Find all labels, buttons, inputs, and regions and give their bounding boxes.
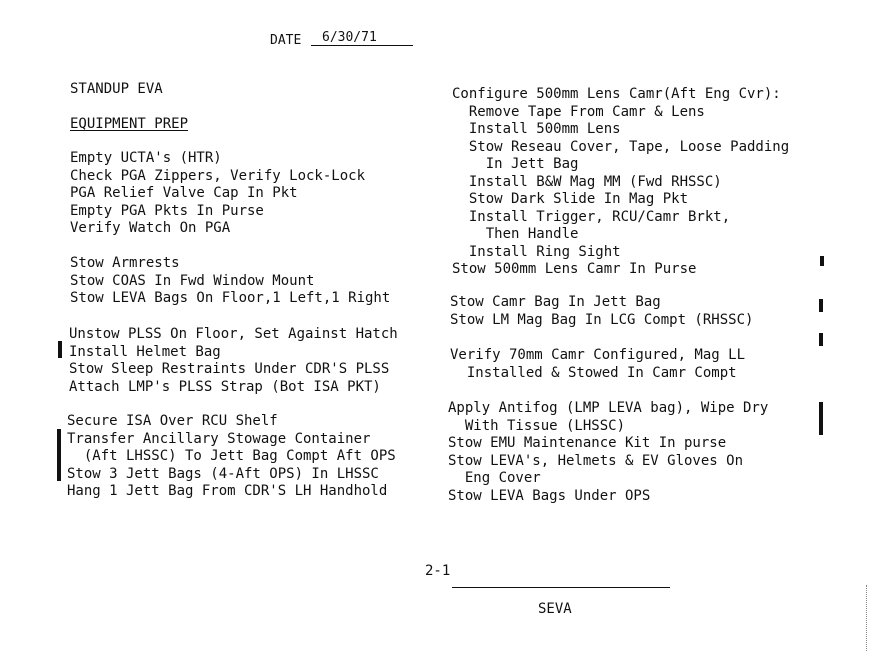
change-bar (819, 333, 823, 346)
list-item: Transfer Ancillary Stowage Container (67, 430, 371, 447)
list-item: Stow LEVA's, Helmets & EV Gloves On (448, 452, 744, 469)
date-underline (311, 45, 413, 46)
right-group-1 (452, 86, 789, 279)
subsection-block (70, 116, 188, 134)
change-bar (819, 402, 823, 435)
subsection-title: EQUIPMENT PREP (70, 116, 189, 132)
left-group-2 (70, 255, 390, 308)
list-item: Stow Sleep Restraints Under CDR'S PLSS (69, 361, 390, 377)
left-column (70, 81, 163, 99)
list-item: PGA Relief Valve Cap In Pkt (70, 185, 298, 201)
list-item: Hang 1 Jett Bag From CDR'S LH Handhold (67, 483, 388, 499)
list-item: Stow LM Mag Bag In LCG Compt (RHSSC) (450, 311, 754, 328)
date-value: 6/30/71 (322, 30, 377, 45)
list-item: Empty PGA Pkts In Purse (70, 202, 264, 219)
list-item: Verify Watch On PGA (70, 220, 231, 236)
footer-rule (452, 587, 670, 588)
left-group-1 (70, 150, 365, 238)
left-group-4 (67, 413, 396, 501)
list-item: Install Helmet Bag (69, 343, 221, 360)
list-item: Install B&W Mag MM (Fwd RHSSC) (452, 173, 722, 190)
list-item: Install 500mm Lens (452, 121, 621, 137)
right-group-2 (450, 294, 753, 329)
list-item: Verify 70mm Camr Configured, Mag LL (450, 347, 746, 363)
list-item: Attach LMP's PLSS Strap (Bot ISA PKT) (69, 378, 381, 395)
list-item: Stow Dark Slide In Mag Pkt (452, 191, 689, 207)
right-group-3 (450, 347, 745, 382)
list-item: Check PGA Zippers, Verify Lock-Lock (70, 167, 366, 184)
section-title: STANDUP EVA (70, 81, 163, 97)
list-item: Stow Armrests (70, 255, 180, 271)
change-bar (57, 429, 61, 481)
list-item: Stow LEVA Bags On Floor,1 Left,1 Right (70, 290, 391, 306)
list-item: Stow 500mm Lens Camr In Purse (452, 261, 697, 277)
list-item: Install Ring Sight (452, 243, 621, 260)
change-bar (820, 256, 824, 266)
change-bar (58, 341, 62, 358)
edge-mark (866, 585, 867, 651)
right-group-4 (448, 400, 768, 505)
list-item: Remove Tape From Camr & Lens (452, 103, 705, 120)
change-bar (819, 299, 823, 312)
list-item: With Tissue (LHSSC) (448, 417, 626, 434)
list-item: Configure 500mm Lens Camr(Aft Eng Cvr): (452, 86, 781, 102)
list-item: Stow Reseau Cover, Tape, Loose Padding (452, 138, 790, 155)
list-item: Stow Camr Bag In Jett Bag (450, 294, 661, 310)
list-item: In Jett Bag (452, 156, 579, 172)
footer-section-name: SEVA (538, 601, 572, 617)
list-item: Secure ISA Over RCU Shelf (67, 413, 278, 429)
list-item: Stow COAS In Fwd Window Mount (70, 272, 315, 289)
list-item: Unstow PLSS On Floor, Set Against Hatch (69, 326, 398, 342)
list-item: Eng Cover (448, 470, 541, 486)
list-item: Stow EMU Maintenance Kit In purse (448, 435, 727, 451)
list-item: Stow LEVA Bags Under OPS (448, 487, 651, 504)
left-group-3 (69, 326, 398, 396)
list-item: Then Handle (452, 226, 579, 242)
list-item: Stow 3 Jett Bags (4-Aft OPS) In LHSSC (67, 465, 379, 482)
list-item: (Aft LHSSC) To Jett Bag Compt Aft OPS (67, 448, 396, 464)
list-item: Install Trigger, RCU/Camr Brkt, (452, 208, 731, 225)
page-number: 2-1 (425, 563, 451, 579)
list-item: Installed & Stowed In Camr Compt (450, 364, 737, 381)
list-item: Empty UCTA's (HTR) (70, 150, 222, 166)
list-item: Apply Antifog (LMP LEVA bag), Wipe Dry (448, 400, 769, 416)
date-label: DATE (270, 33, 302, 48)
